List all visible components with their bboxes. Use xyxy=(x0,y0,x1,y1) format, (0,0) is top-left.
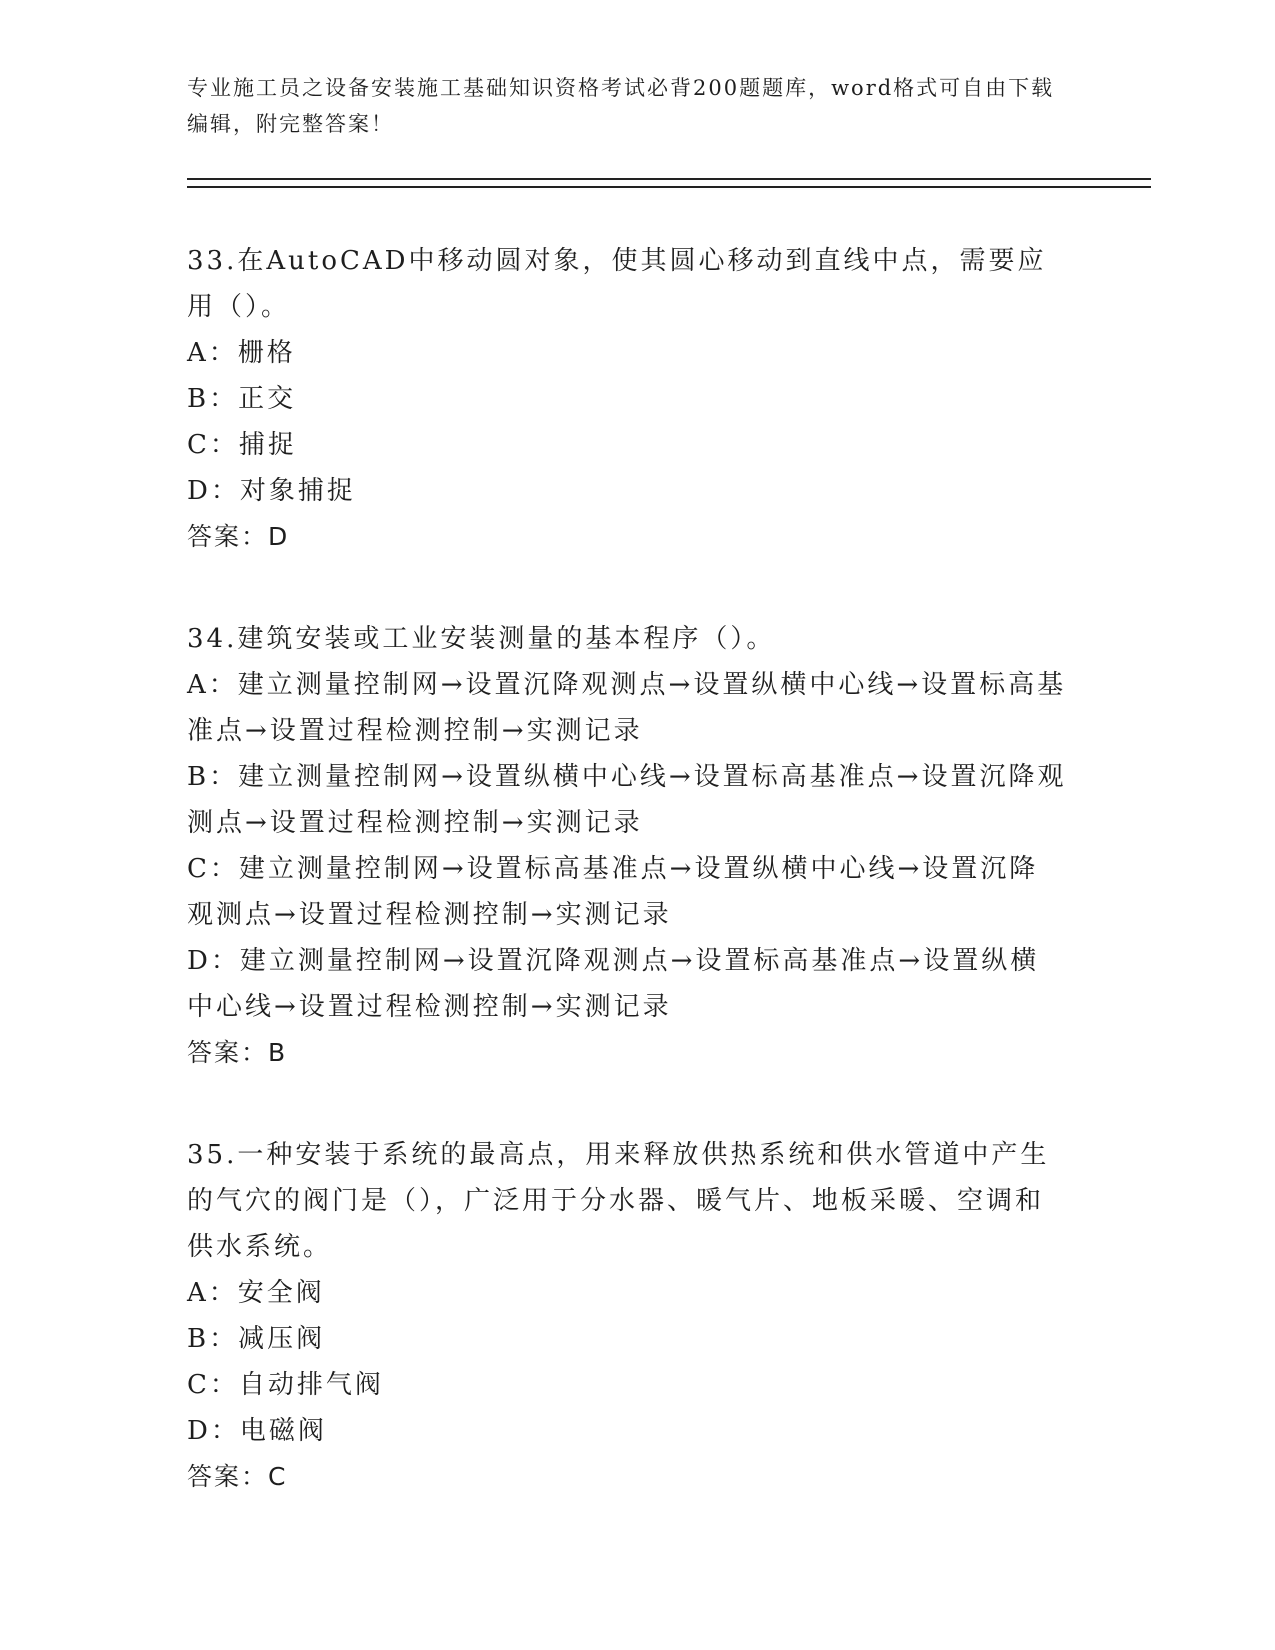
option-c: C：自动排气阀 xyxy=(187,1370,384,1400)
question-block xyxy=(187,616,1067,1076)
question-stem: 34.建筑安装或工业安装测量的基本程序（）。 xyxy=(187,624,776,654)
option-d: D：建立测量控制网→设置沉降观测点→设置标高基准点→设置纵横中心线→设置过程检测控制→实测记录 xyxy=(187,946,1040,1022)
option-b: B：正交 xyxy=(187,384,297,414)
option-a: A：栅格 xyxy=(187,338,296,368)
option-b: B：减压阀 xyxy=(187,1324,326,1354)
option-d: D：电磁阀 xyxy=(187,1416,327,1446)
option-c: C：捕捉 xyxy=(187,430,297,460)
question-block xyxy=(187,1132,1067,1500)
document-page xyxy=(187,70,1147,1500)
question-stem: 35.一种安装于系统的最高点，用来释放供热系统和供水管道中产生的气穴的阀门是（），广泛用于分水器、暖气片、地板采暖、空调和供水系统。 xyxy=(187,1140,1050,1262)
option-c: C：建立测量控制网→设置标高基准点→设置纵横中心线→设置沉降观测点→设置过程检测控制→实测记录 xyxy=(187,854,1039,930)
answer-label: 答案：B xyxy=(187,1038,288,1067)
option-d: D：对象捕捉 xyxy=(187,476,356,506)
document-header: 专业施工员之设备安装施工基础知识资格考试必背200题题库，word格式可自由下载编辑，附完整答案！ xyxy=(187,76,1055,136)
option-a: A：建立测量控制网→设置沉降观测点→设置纵横中心线→设置标高基准点→设置过程检测控制→实测记录 xyxy=(187,670,1067,746)
option-b: B：建立测量控制网→设置纵横中心线→设置标高基准点→设置沉降观测点→设置过程检测控制→实测记录 xyxy=(187,762,1067,838)
option-a: A：安全阀 xyxy=(187,1278,325,1308)
header-double-rule xyxy=(187,178,1151,188)
answer-label: 答案：C xyxy=(187,1462,288,1491)
question-block xyxy=(187,238,1067,560)
question-stem: 33.在AutoCAD中移动圆对象，使其圆心移动到直线中点，需要应用（）。 xyxy=(187,246,1047,322)
answer-label: 答案：D xyxy=(187,522,290,551)
